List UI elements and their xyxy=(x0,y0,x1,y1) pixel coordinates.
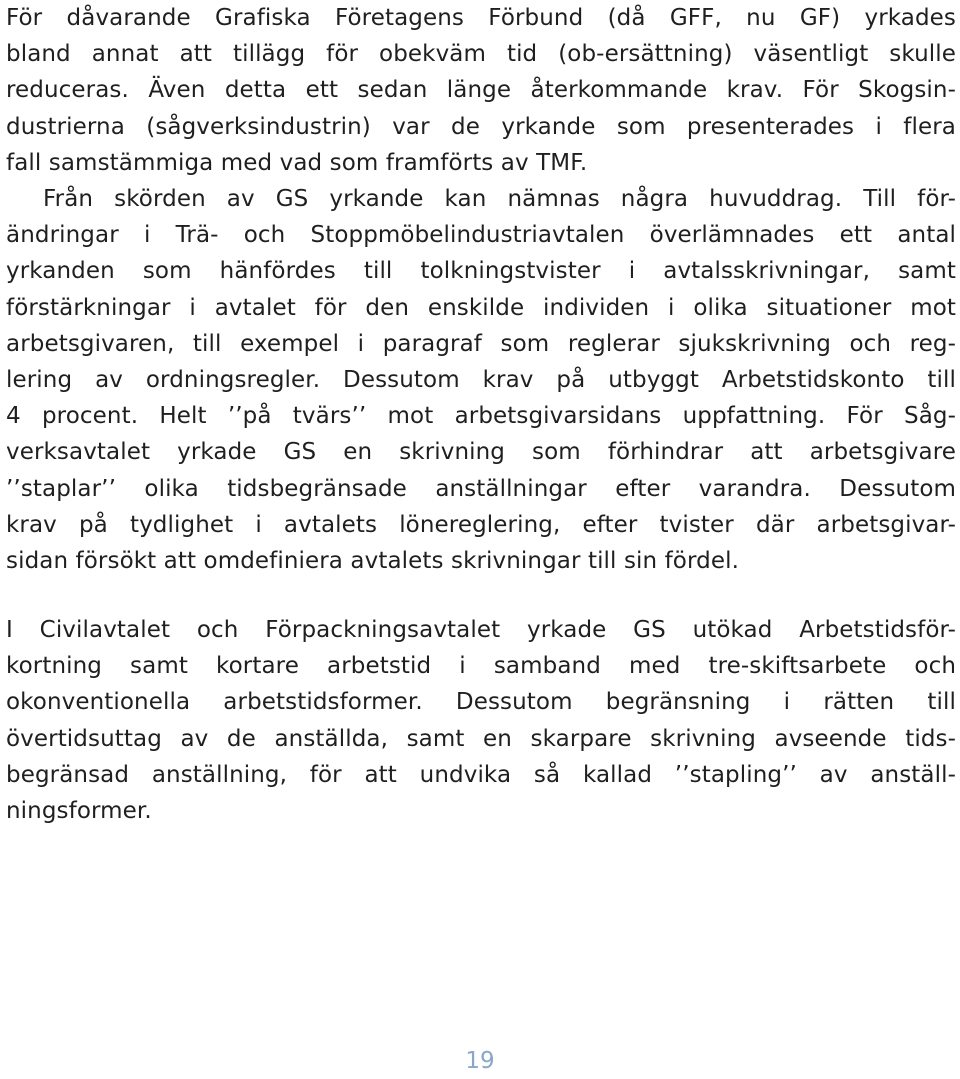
page-number: 19 xyxy=(465,1048,495,1074)
text-line: arbetsgivaren, till exempel i paragraf som reglerar sjukskrivning och reg- xyxy=(6,330,956,357)
text-line: 4 procent. Helt ’’på tvärs’’ mot arbetsgivarsidans uppfattning. För Såg- xyxy=(6,403,956,430)
text-line: krav på tydlighet i avtalets lönereglering, efter tvister där arbetsgivar- xyxy=(6,511,956,538)
text-line: dustrierna (sågverksindustrin) var de yrkande som presenterades i flera xyxy=(6,113,956,140)
text-line: verksavtalet yrkade GS en skrivning som förhindrar att arbetsgivare xyxy=(6,439,956,466)
text-line: För dåvarande Grafiska Företagens Förbund (då GFF, nu GF) yrkades xyxy=(6,5,956,31)
text-line: övertidsuttag av de anställda, samt en skarpare skrivning avseende tids- xyxy=(6,725,956,752)
document-page xyxy=(6,0,956,1079)
text-line: förstärkningar i avtalet för den enskilde individen i olika situationer mot xyxy=(6,294,956,321)
text-line: sidan försökt att omdefiniera avtalets skrivningar till sin fördel. xyxy=(6,548,739,575)
text-line: begränsad anställning, för att undvika så kallad ’’stapling’’ av anställ- xyxy=(6,761,956,788)
text-line: reduceras. Även detta ett sedan länge återkommande krav. För Skogsin- xyxy=(6,77,956,104)
text-line: fall samstämmiga med vad som framförts av TMF. xyxy=(6,149,588,176)
text-line: ’’staplar’’ olika tidsbegränsade anställningar efter varandra. Dessutom xyxy=(6,475,956,502)
text-line: yrkanden som hänfördes till tolkningstvister i avtalsskrivningar, samt xyxy=(6,258,956,285)
text-line: kortning samt kortare arbetstid i samband med tre-skiftsarbete och xyxy=(6,653,956,680)
text-line-indented: Från skörden av GS yrkande kan nämnas några huvuddrag. Till för- xyxy=(43,186,956,213)
text-line: I Civilavtalet och Förpackningsavtalet yrkade GS utökad Arbetstidsför- xyxy=(6,617,956,643)
text-line: bland annat att tillägg för obekväm tid (ob-ersättning) väsentligt skulle xyxy=(6,41,956,68)
paragraph-2 xyxy=(6,612,956,829)
text-line: ändringar i Trä- och Stoppmöbelindustriavtalen överlämnades ett antal xyxy=(6,222,956,249)
paragraph-1 xyxy=(6,0,956,579)
text-line: ningsformer. xyxy=(6,798,152,825)
text-line: okonventionella arbetstidsformer. Dessutom begränsning i rätten till xyxy=(6,689,956,716)
text-line: lering av ordningsregler. Dessutom krav på utbyggt Arbetstidskonto till xyxy=(6,367,956,394)
